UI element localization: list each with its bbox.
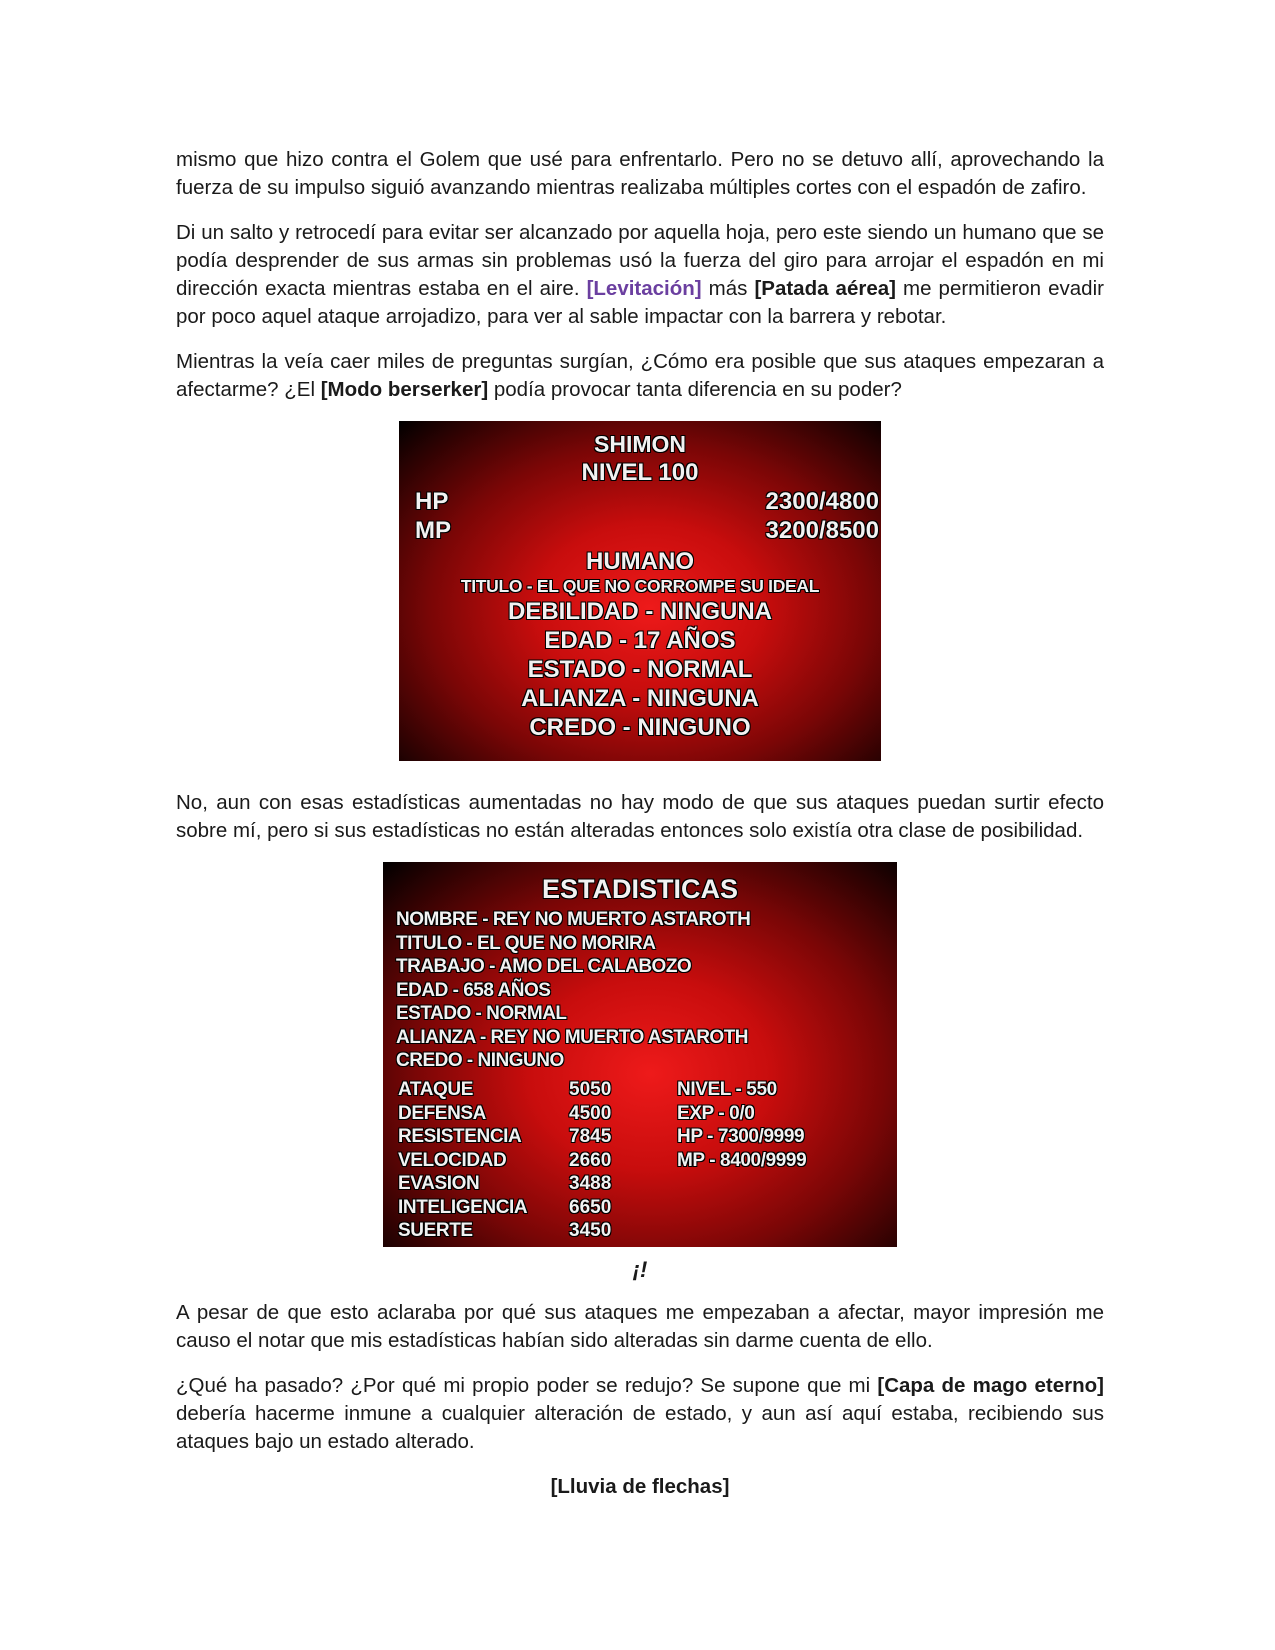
status-creed: CREDO - NINGUNO: [529, 714, 751, 741]
info-title: TITULO - EL QUE NO MORIRA: [396, 932, 656, 954]
paragraph-3-text-a: Mientras la veía caer miles de preguntas surgían, ¿Cómo era posible que sus ataques empezaran a afectarme? ¿El: [176, 350, 1104, 401]
stats-heading: ESTADISTICAS: [541, 874, 738, 904]
info-job: TRABAJO - AMO DEL CALABOZO: [396, 956, 692, 977]
status-age: EDAD - 17 AÑOS: [544, 627, 736, 654]
paragraph-4: [176, 789, 1104, 845]
stats-info-list: [396, 908, 750, 1073]
status-level: NIVEL 100: [581, 459, 699, 486]
status-name: SHIMON: [594, 431, 686, 457]
stat-value: 5050: [569, 1079, 612, 1100]
stat-value: 7845: [569, 1126, 612, 1147]
stat-labels: [398, 1078, 527, 1243]
mp-value: 3200/8500: [765, 517, 879, 544]
astaroth-stats-panel: [383, 862, 897, 1247]
mp-label: MP: [415, 517, 451, 544]
paragraph-4-text: No, aun con esas estadísticas aumentadas no hay modo de que sus ataques puedan surtir efecto sobre mí, pero si sus estadísticas no están alteradas entonces solo existía otra clase de posibilidad.: [176, 791, 1104, 842]
skill-capa-de-mago-eterno: [Capa de mago eterno]: [877, 1374, 1104, 1397]
skill-modo-berserker: [Modo berserker]: [320, 378, 489, 401]
info-creed: CREDO - NINGUNO: [396, 1050, 564, 1071]
stat-label: EVASION: [398, 1173, 480, 1194]
document-page: [176, 146, 1104, 1518]
stat-label: SUERTE: [398, 1220, 473, 1241]
info-state: ESTADO - NORMAL: [396, 1003, 567, 1024]
stat-level: NIVEL - 550: [677, 1079, 777, 1100]
info-alliance: ALIANZA - REY NO MUERTO ASTAROTH: [396, 1026, 749, 1048]
stat-hp: HP - 7300/9999: [677, 1126, 805, 1147]
skill-levitacion: [Levitación]: [586, 277, 702, 300]
stat-mp: MP - 8400/9999: [677, 1149, 807, 1171]
status-alliance: ALIANZA - NINGUNA: [521, 685, 759, 712]
paragraph-3: [176, 348, 1104, 404]
stat-value: 4500: [569, 1102, 612, 1124]
stat-value: 6650: [569, 1196, 612, 1218]
status-race: HUMANO: [586, 548, 694, 575]
stat-label: DEFENSA: [398, 1102, 486, 1124]
stat-label: ATAQUE: [398, 1079, 474, 1100]
paragraph-2-text-b: más: [701, 277, 755, 300]
stat-value: 3450: [569, 1220, 612, 1241]
paragraph-2-text-c: me permitieron evadir por poco aquel ataque arrojadizo, para ver al sable impactar con la barrera y rebotar.: [176, 277, 1104, 328]
hp-label: HP: [415, 488, 449, 515]
paragraph-2-text-a: Di un salto y retrocedí para evitar ser alcanzado por aquella hoja, pero este siendo un humano que se podía desprender de sus armas sin problemas usó la fuerza del giro para arrojar el espadón en mi dirección exacta mientras estaba en el aire.: [176, 221, 1104, 300]
stats-right-column: [677, 1078, 806, 1172]
paragraph-6-text-b: debería hacerme inmune a cualquier alteración de estado, y aun así aquí estaba, recibiendo sus ataques bajo un estado alterado.: [176, 1402, 1104, 1453]
paragraph-6-text-a: ¿Qué ha pasado? ¿Por qué mi propio poder se redujo? Se supone que mi: [176, 1374, 878, 1397]
stat-label: RESISTENCIA: [398, 1126, 522, 1147]
section-separator: ¡!: [632, 1257, 648, 1282]
info-name: NOMBRE - REY NO MUERTO ASTAROTH: [396, 909, 751, 930]
paragraph-2: [176, 219, 1104, 331]
paragraph-5-text: A pesar de que esto aclaraba por qué sus ataques me empezaban a afectar, mayor impresión me causo el notar que mis estadísticas habían sido alteradas sin darme cuenta de ello.: [176, 1301, 1104, 1352]
status-title: TITULO - EL QUE NO CORROMPE SU IDEAL: [460, 576, 820, 596]
status-state: ESTADO - NORMAL: [527, 656, 753, 683]
stat-label: INTELIGENCIA: [398, 1196, 528, 1218]
paragraph-6: [176, 1372, 1104, 1456]
stat-exp: EXP - 0/0: [677, 1102, 755, 1124]
status-weakness: DEBILIDAD - NINGUNA: [508, 598, 772, 625]
shimon-status-panel: [399, 421, 881, 761]
paragraph-5: [176, 1299, 1104, 1355]
info-age: EDAD - 658 AÑOS: [396, 979, 551, 1001]
paragraph-1-text: mismo que hizo contra el Golem que usé para enfrentarlo. Pero no se detuvo allí, aprovechando la fuerza de su impulso siguió avanzando mientras realizaba múltiples cortes con el espadón de zafiro.: [176, 148, 1104, 199]
hp-value: 2300/4800: [765, 488, 879, 515]
stat-label: VELOCIDAD: [398, 1149, 507, 1171]
stat-value: 2660: [569, 1149, 612, 1171]
paragraph-1: [176, 146, 1104, 202]
stat-values: [569, 1078, 611, 1243]
paragraph-3-text-b: podía provocar tanta diferencia en su poder?: [488, 378, 902, 401]
stat-value: 3488: [569, 1173, 612, 1194]
skill-lluvia-de-flechas: [Lluvia de flechas]: [550, 1475, 730, 1498]
skill-patada-aerea: [Patada aérea]: [754, 277, 896, 300]
